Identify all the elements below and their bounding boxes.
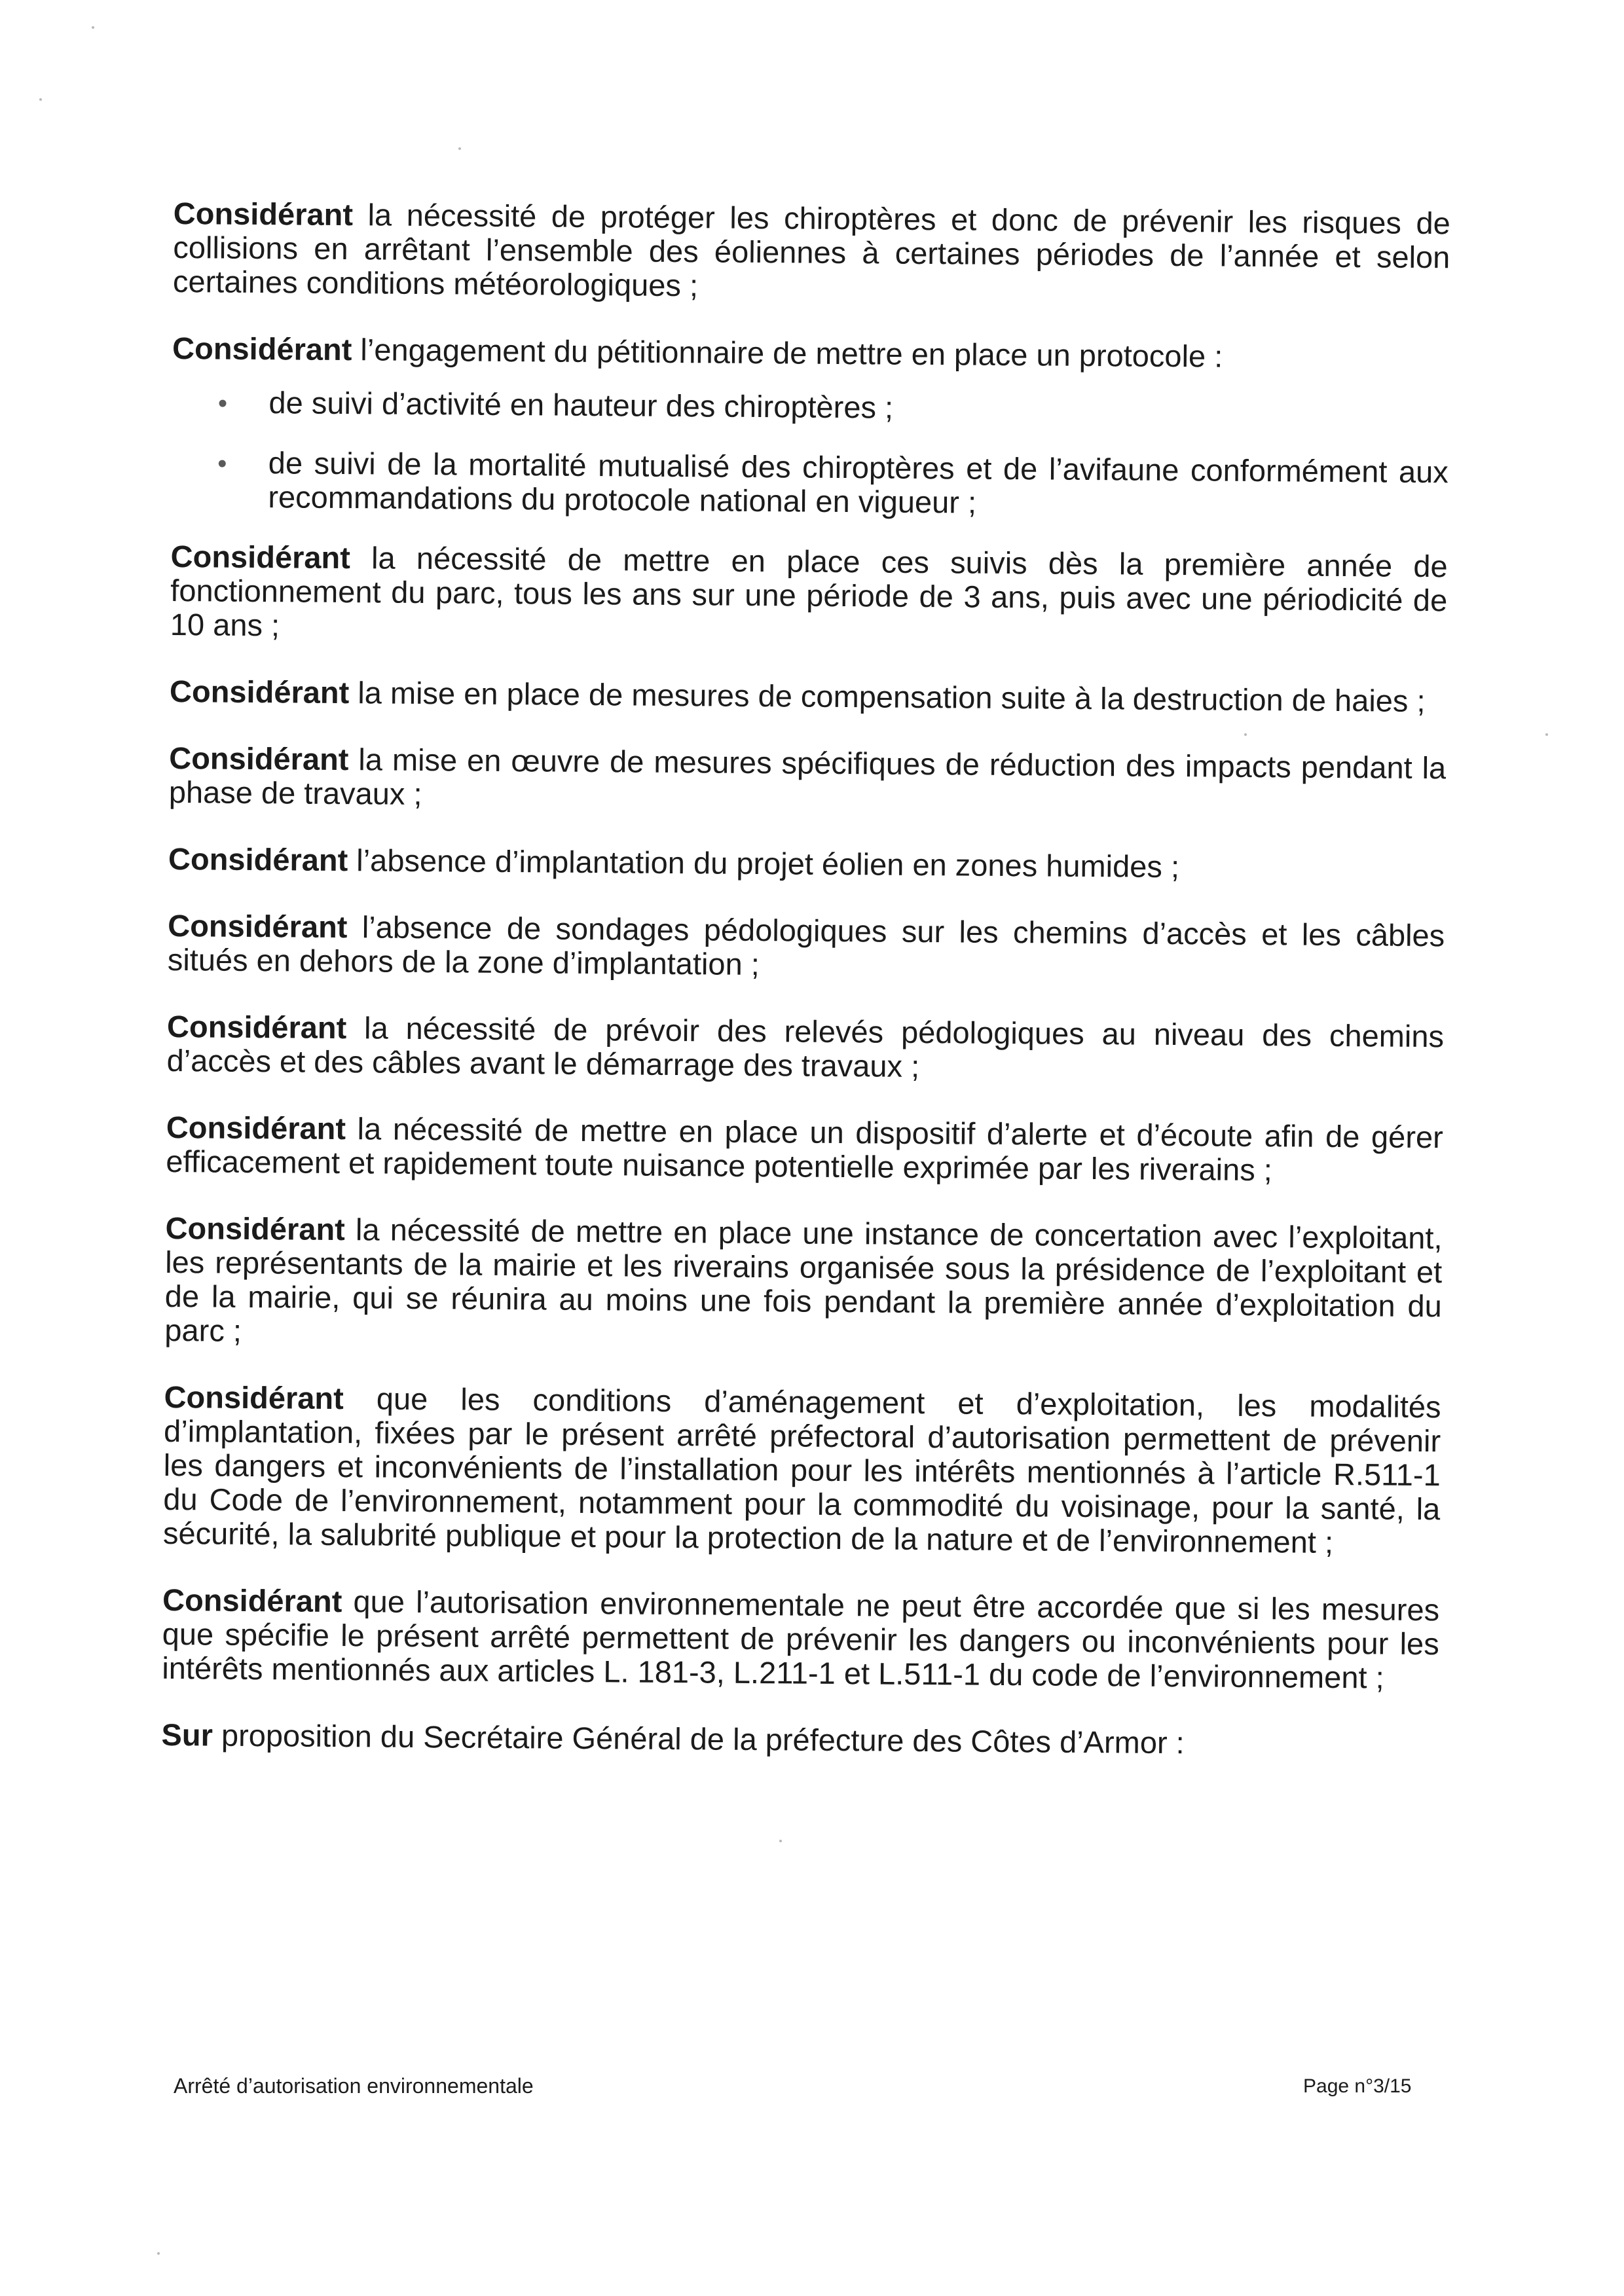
paragraph-compensation-haies	[170, 674, 1447, 718]
paragraph-text: l’absence de sondages pédologiques sur les chemins d’accès et les câbles situés en dehors de la zone d’implantation ;	[167, 909, 1445, 982]
paragraph-text: la nécessité de mettre en place ces suivis dès la première année de fonctionnement du parc, tous les ans sur une période de 3 ans, puis avec une périodicité de 10 ans ;	[170, 540, 1448, 643]
paragraph-conditions-exploitation	[163, 1380, 1441, 1560]
bullet-dot-icon	[219, 460, 226, 467]
paragraph-text: la nécessité de prévoir des relevés pédologiques au niveau des chemins d’accès et des câbles avant le démarrage des travaux ;	[166, 1010, 1445, 1084]
paragraph-reduction-impacts	[169, 741, 1447, 819]
protocole-bullet-list	[171, 385, 1449, 523]
paragraph-lead: Considérant	[164, 1379, 344, 1416]
scan-speck	[458, 147, 461, 150]
paragraph-lead: Considérant	[169, 673, 350, 710]
paragraph-releves-pedologiques	[166, 1010, 1444, 1087]
paragraph-text: la mise en œuvre de mesures spécifiques de réduction des impacts pendant la phase de travaux ;	[168, 742, 1447, 812]
paragraph-text: l’absence d’implantation du projet éolien en zones humides ;	[348, 843, 1180, 884]
paragraph-sondages-pedologiques	[168, 909, 1445, 987]
paragraph-lead: Considérant	[166, 1109, 346, 1146]
paragraph-suivis-periodicite	[170, 539, 1448, 651]
paragraph-lead: Considérant	[165, 1210, 346, 1247]
bullet-item	[172, 385, 1449, 429]
document-body	[161, 196, 1450, 1795]
paragraph-chiropteres-collisions	[173, 196, 1450, 308]
footer-document-title: Arrêté d’autorisation environnementale	[174, 2074, 534, 2098]
paragraph-text: que l’autorisation environnementale ne peut être accordée que si les mesures que spécifie le présent arrêté permettent de prévenir les dangers ou inconvénients pour les intérêts mentionnés aux articles L. 181-3, L.211-1 et L.511-1 du code de l’environnement ;	[162, 1584, 1440, 1695]
paragraph-lead: Considérant	[166, 1008, 347, 1046]
paragraph-lead: Considérant	[173, 196, 354, 232]
paragraph-lead: Considérant	[170, 538, 351, 575]
paragraph-dispositif-alerte	[166, 1110, 1443, 1188]
paragraph-instance-concertation	[164, 1211, 1443, 1357]
paragraph-lead: Considérant	[172, 330, 352, 367]
paragraph-text: la mise en place de mesures de compensation suite à la destruction de haies ;	[349, 675, 1426, 719]
paragraph-lead: Considérant	[162, 1582, 342, 1619]
scan-speck	[92, 26, 94, 29]
scan-speck	[39, 98, 42, 101]
scan-speck	[1545, 733, 1548, 736]
bullet-text: de suivi de la mortalité mutualisé des chiroptères et de l’avifaune conformément aux recommandations du protocole national en vigueur ;	[268, 445, 1449, 520]
scan-speck	[779, 1840, 782, 1842]
bullet-dot-icon	[219, 400, 226, 407]
footer-page-number: Page n°3/15	[1303, 2075, 1412, 2097]
paragraph-text: la nécessité de protéger les chiroptères et donc de prévenir les risques de collisions en arrêtant l’ensemble des éoliennes à certaines périodes de l’année et selon certaines conditions météorologiques ;	[172, 197, 1450, 303]
paragraph-zones-humides	[168, 842, 1445, 886]
paragraph-text: la nécessité de mettre en place un dispositif d’alerte et d’écoute afin de gérer efficacement et rapidement toute nuisance potentielle exprimée par les riverains ;	[166, 1111, 1443, 1188]
paragraph-lead: Considérant	[169, 740, 349, 777]
paragraph-text: proposition du Secrétaire Général de la préfecture des Côtes d’Armor :	[212, 1717, 1185, 1760]
scan-speck	[1244, 733, 1247, 736]
paragraph-text: que les conditions d’aménagement et d’exploitation, les modalités d’implantation, fixées par le présent arrêté préfectoral d’autorisation permettent de prévenir les dangers et inconvénients de l’installation pour les intérêts mentionnés à l’article R.511-1 du Code de l’environnement, notamment pour la commodité du voisinage, pour la santé, la sécurité, la salubrité publique et pour la protection de la nature et de l’environnement ;	[162, 1381, 1441, 1559]
paragraph-engagement-protocole	[172, 331, 1449, 375]
bullet-item	[171, 445, 1449, 523]
scan-speck	[157, 2252, 160, 2255]
paragraph-lead: Considérant	[168, 841, 348, 878]
paragraph-autorisation-environnementale	[162, 1583, 1439, 1695]
paragraph-text: l’engagement du pétitionnaire de mettre en place un protocole :	[352, 332, 1223, 374]
paragraph-lead: Sur	[161, 1717, 213, 1753]
paragraph-text: la nécessité de mettre en place une instance de concertation avec l’exploitant, les représentants de la mairie et les riverains organisée sous la présidence de l’exploitant et de la mairie, qui se réunira au moins une fois pendant la première année d’exploitation du parc ;	[164, 1212, 1443, 1348]
paragraph-lead: Considérant	[168, 907, 348, 945]
paragraph-sur-proposition	[161, 1718, 1438, 1762]
bullet-text: de suivi d’activité en hauteur des chiroptères ;	[268, 385, 894, 425]
